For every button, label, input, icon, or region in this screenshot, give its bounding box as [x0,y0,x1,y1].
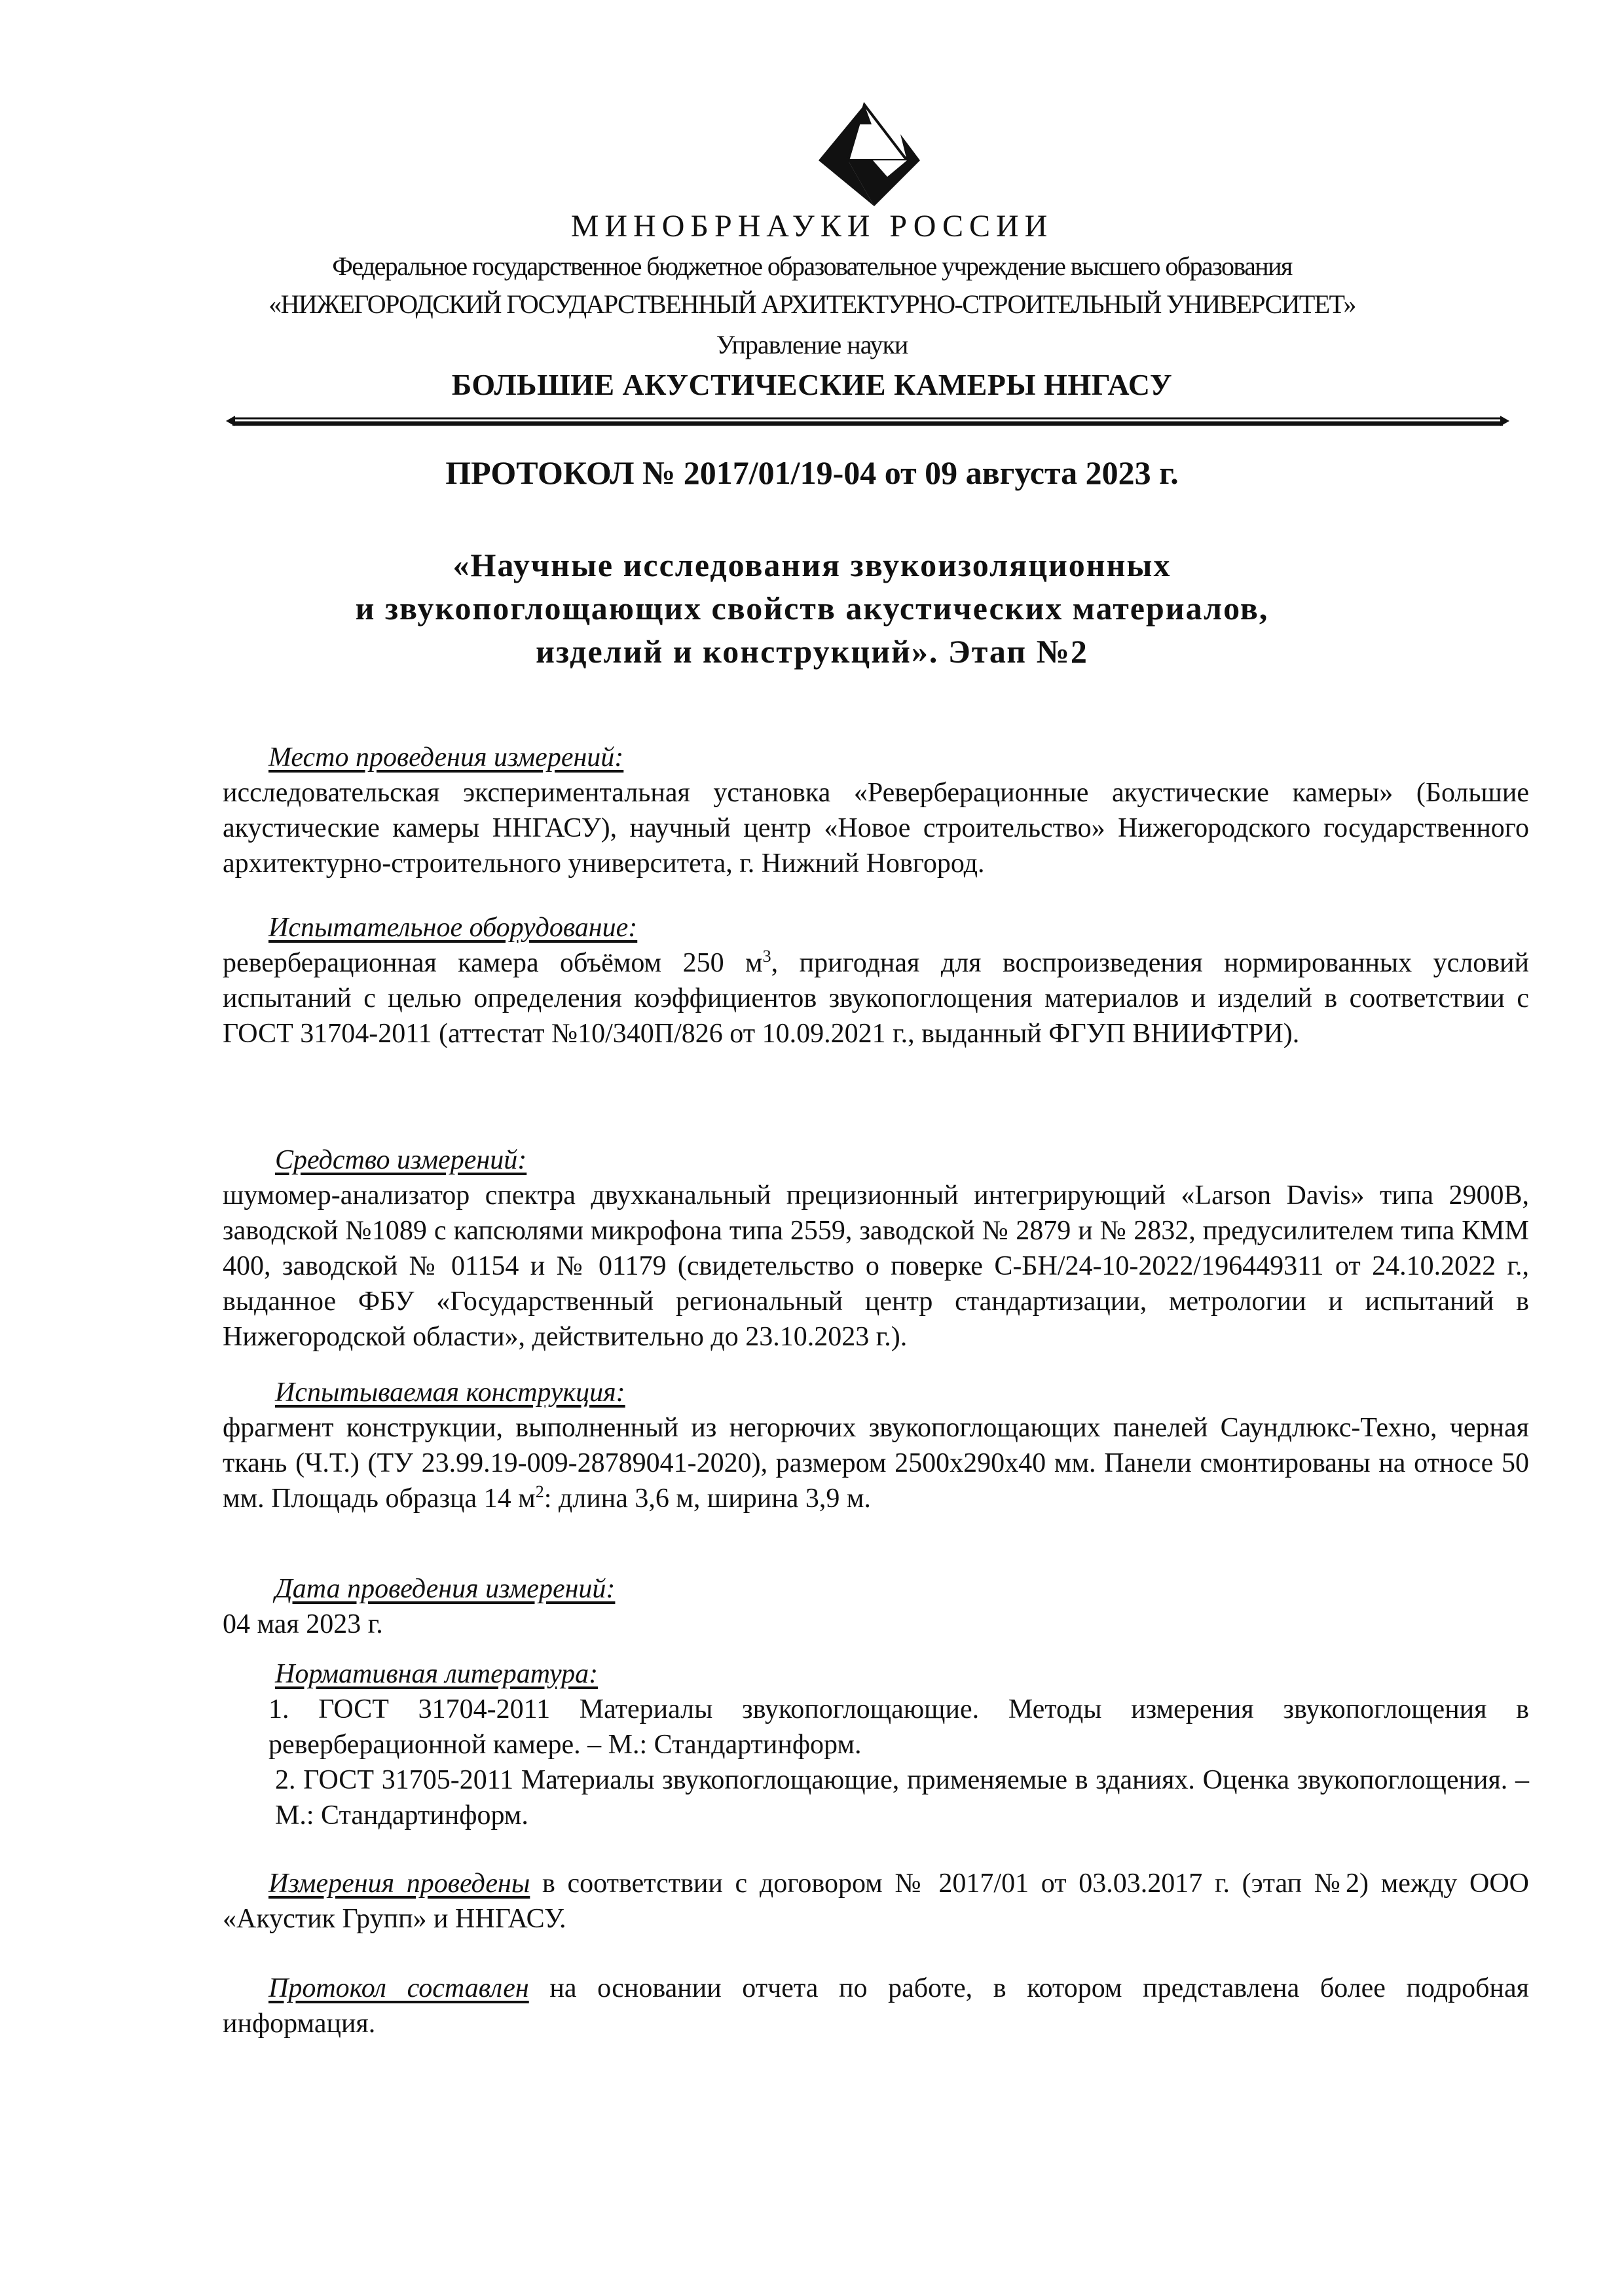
section-heading: Место проведения измерений: [268,742,624,773]
ministry-name: МИНОБРНАУКИ РОССИИ [570,209,1054,244]
section-text: шумомер-анализатор спектра двухканальный прецизионный интегрирующий «Larson Davis» типа 2900В, заводской №1089 с капсюлями микрофона типа 2559, заводской № 2879 и № 2832, предусилителем типа КММ 400, заводской № 01154 и № 01179 (свидетельство о поверке С-БН/24-10-2022/196449311 от 24.10.2022 г., выданное ФБУ «Государственный региональный центр стандартизации, метрологии и испытаний в Нижегородской области», действительно до 23.10.2023 г.). [223,1180,1529,1352]
protocol-title: ПРОТОКОЛ № 2017/01/19-04 от 09 августа 2023 г. [445,454,1179,491]
header-divider [226,409,1509,435]
section-text [223,945,1529,1051]
section-compiled [223,1971,1529,2041]
literature-item: 1. ГОСТ 31704-2011 Материалы звукопоглощающие. Методы измерения звукопоглощения в реверберационной камере. – М.: Стандартинформ. [268,1694,1529,1760]
section-conducted [223,1866,1529,1937]
section-text: исследовательская экспериментальная установка «Реверберационные акустические камеры» (Большие акустические камеры ННГАСУ), научный центр «Новое строительство» Нижегородского государственного архитектурно-строительного университета, г. Нижний Новгород. [223,778,1529,879]
section-heading: Испытываемая конструкция: [275,1377,625,1408]
institution-type: Федеральное государственное бюджетное образовательное учреждение высшего образования [332,251,1292,281]
section-text [223,1866,1529,1937]
section-text [223,1971,1529,2041]
section-heading: Протокол составлен [268,1973,529,2003]
superscript: 2 [535,1482,544,1501]
department-name: Управление науки [716,330,908,359]
text-fragment: в соответствии с договором № 2017/01 от 03.03.2017 г. (этап №2) между ООО «Акустик Групп» и ННГАСУ. [223,1868,1530,1934]
study-title-line: «Научные исследования звукоизоляционных [452,547,1172,583]
section-heading: Средство измерений: [275,1145,527,1175]
section-text: 04 мая 2023 г. [223,1609,383,1639]
section-literature [223,1656,1529,1833]
section-instrument [223,1142,1529,1355]
study-title [0,543,1624,673]
institution-name: «НИЖЕГОРОДСКИЙ ГОСУДАРСТВЕННЫЙ АРХИТЕКТУРНО-СТРОИТЕЛЬНЫЙ УНИВЕРСИТЕТ» [268,289,1356,319]
section-heading: Испытательное оборудование: [268,913,638,943]
section-equipment [223,910,1529,1051]
superscript: 3 [762,947,771,966]
text-fragment: реверберационная камера объёмом 250 м [223,948,763,978]
section-heading: Измерения проведены [268,1868,530,1899]
text-fragment: фрагмент конструкции, выполненный из негорючих звукопоглощающих панелей Саундлюкс-Техно, черная ткань (Ч.Т.) (ТУ 23.99.19-009-28789041-2020), размером 2500х290х40 мм. Панели смонтированы на относе 50 мм. Площадь образца 14 м [223,1413,1529,1514]
study-title-line: изделий и конструкций». Этап №2 [536,633,1088,670]
section-place [223,740,1529,881]
section-heading: Дата проведения измерений: [275,1574,616,1604]
section-heading: Нормативная литература: [275,1659,599,1689]
section-construction [223,1375,1529,1516]
section-date [223,1571,1529,1642]
text-fragment: : длина 3,6 м, ширина 3,9 м. [544,1484,871,1514]
chambers-title: БОЛЬШИЕ АКУСТИЧЕСКИЕ КАМЕРЫ ННГАСУ [451,368,1173,401]
study-title-line: и звукопоглощающих свойств акустических материалов, [355,590,1269,627]
text-fragment: , пригодная для воспроизведения нормированных условий испытаний с целью определения коэффициентов звукопоглощения материалов и изделий в соответствии с ГОСТ 31704-2011 (аттестат №10/340П/826 от 10.09.2021 г., выданный ФГУП ВНИИФТРИ). [223,948,1529,1049]
text-fragment: на основании отчета по работе, в котором представлена более подробная информация. [223,1973,1529,2039]
section-text [223,1410,1529,1516]
literature-item: 2. ГОСТ 31705-2011 Материалы звукопоглощающие, применяемые в зданиях. Оценка звукопоглощения. – М.: Стандартинформ. [275,1765,1529,1831]
pyramid-logo-icon [809,98,940,210]
